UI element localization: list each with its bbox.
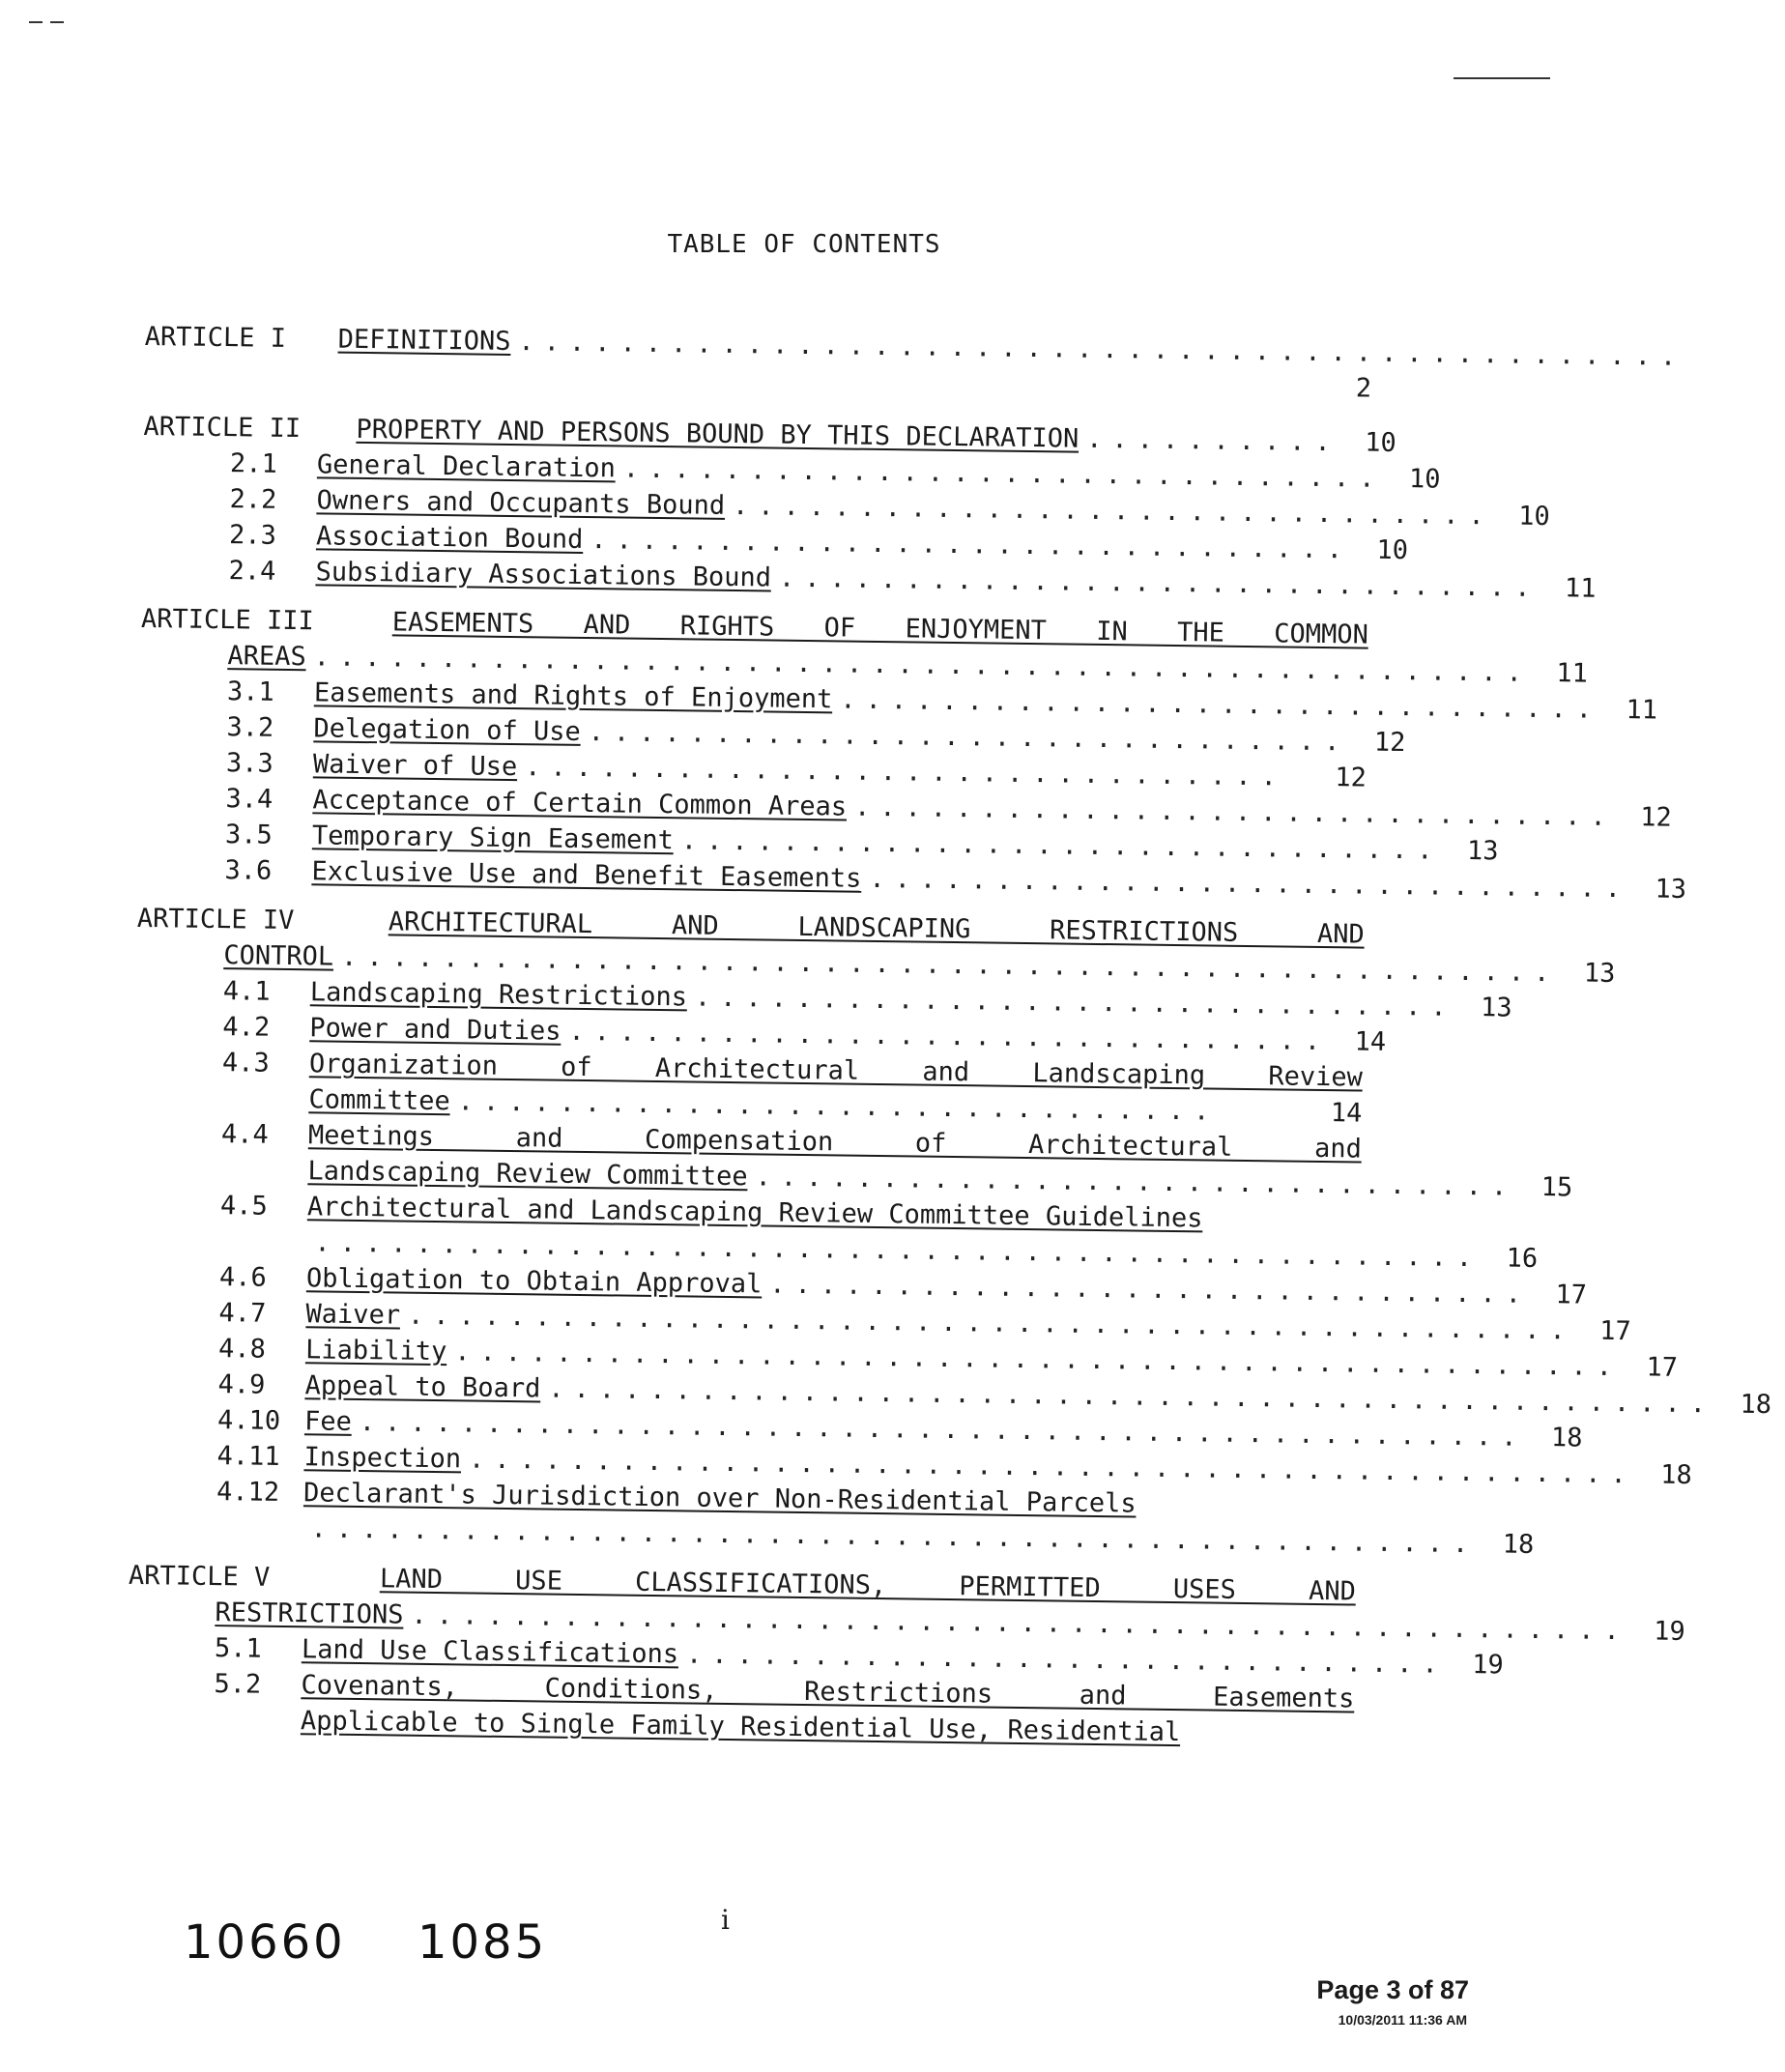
table-of-contents	[127, 319, 1772, 1752]
toc-item-2-4: 2.4 Subsidiary Associations Bound .............................. 11	[228, 556, 1597, 604]
article-label: ARTICLE V	[128, 1560, 271, 1593]
toc-item-4-12: 4.12 Declarant's Jurisdiction over Non-Residential Parcels	[216, 1477, 1137, 1519]
article-title: ARCHITECTURAL AND LANDSCAPING RESTRICTIONS AND	[388, 906, 1365, 950]
article-label: ARTICLE III	[140, 603, 314, 637]
page-number: 2	[1355, 373, 1372, 404]
article-title: PROPERTY AND PERSONS BOUND BY THIS DECLARATION	[356, 414, 1080, 454]
toc-item-4-7: 4.7 Waiver .............................................. 17	[218, 1298, 1631, 1347]
toc-item-3-5: 3.5 Temporary Sign Easement .............................. 13	[224, 820, 1499, 867]
toc-item-3-1: 3.1 Easements and Rights of Enjoyment .............................. 11	[226, 676, 1658, 726]
scan-mark	[1454, 77, 1550, 79]
roman-page-number: i	[721, 1904, 730, 1936]
page-counter: Page 3 of 87	[1316, 1975, 1469, 2004]
book-number: 10660	[184, 1915, 346, 1970]
toc-item-2-3: 2.3 Association Bound .............................. 10	[228, 520, 1409, 566]
toc-item-4-5: 4.5 Architectural and Landscaping Review Committee Guidelines	[219, 1191, 1203, 1234]
toc-item-4-11: 4.11 Inspection .............................................. 18	[216, 1441, 1692, 1491]
toc-item-3-2: 3.2 Delegation of Use .............................. 12	[226, 712, 1406, 759]
toc-item-4-4-cont: Landscaping Review Committee .............................. 15	[307, 1156, 1573, 1203]
toc-item-4-5-cont: .............................................. 16	[314, 1227, 1539, 1274]
dot-leader: ..........	[1086, 423, 1340, 458]
article-label: ARTICLE I	[144, 321, 287, 354]
toc-item-4-12-cont: .............................................. 18	[310, 1513, 1535, 1560]
scan-mark	[29, 21, 43, 23]
toc-item-2-1: 2.1 General Declaration .............................. 10	[229, 448, 1441, 495]
toc-item-4-3-cont: Committee .............................. 14	[308, 1084, 1363, 1129]
toc-item-3-3: 3.3 Waiver of Use .............................. 12	[225, 748, 1368, 793]
toc-item-4-10: 4.10 Fee .............................................. 18	[216, 1405, 1583, 1453]
toc-article-4-cont: CONTROL ................................................ 13	[223, 940, 1616, 989]
toc-item-4-9: 4.9 Appeal to Board .............................................. 18	[217, 1369, 1772, 1421]
timestamp: 10/03/2011 11:36 AM	[1338, 2012, 1467, 2028]
scan-mark	[50, 21, 64, 23]
toc-item-4-2: 4.2 Power and Duties .............................. 14	[222, 1012, 1387, 1057]
toc-item-4-1: 4.1 Landscaping Restrictions .............................. 13	[222, 976, 1512, 1023]
toc-item-4-4: 4.4 Meetings and Compensation of Architectural and	[220, 1119, 1363, 1165]
toc-item-3-6: 3.6 Exclusive Use and Benefit Easements .............................. 13	[224, 855, 1687, 905]
article-title: DEFINITIONS	[337, 324, 511, 357]
toc-item-2-2: 2.2 Owners and Occupants Bound .............................. 10	[229, 484, 1550, 532]
article-title: EASEMENTS AND RIGHTS OF ENJOYMENT IN THE COMMON	[391, 607, 1369, 650]
page-number: 10	[1365, 427, 1396, 458]
toc-item-4-8: 4.8 Liability .............................................. 17	[217, 1334, 1679, 1383]
toc-article-3-cont: AREAS ................................................ 11	[227, 641, 1589, 689]
recording-stamp	[184, 1915, 601, 1970]
toc-article-5-cont: RESTRICTIONS ................................................ 19	[215, 1597, 1685, 1647]
page-title: TABLE OF CONTENTS	[667, 230, 941, 259]
toc-item-3-4: 3.4 Acceptance of Certain Common Areas .............................. 12	[225, 784, 1672, 833]
toc-item-5-2-cont: Applicable to Single Family Residential Use, Residential	[300, 1706, 1181, 1748]
stamp-page-number: 1085	[417, 1915, 548, 1970]
article-label: ARTICLE IV	[136, 903, 295, 936]
toc-item-5-1: 5.1 Land Use Classifications .............................. 19	[214, 1633, 1504, 1681]
toc-item-4-6: 4.6 Obligation to Obtain Approval .............................. 17	[218, 1262, 1588, 1310]
article-label: ARTICLE II	[143, 411, 302, 445]
article-title: LAND USE CLASSIFICATIONS, PERMITTED USES AND	[379, 1564, 1357, 1607]
toc-item-4-3: 4.3 Organization of Architectural and Landscaping Review	[221, 1048, 1364, 1093]
dot-leader: ..............................................	[518, 327, 1686, 372]
toc-item-5-2: 5.2 Covenants, Conditions, Restrictions and Easements	[214, 1669, 1355, 1714]
